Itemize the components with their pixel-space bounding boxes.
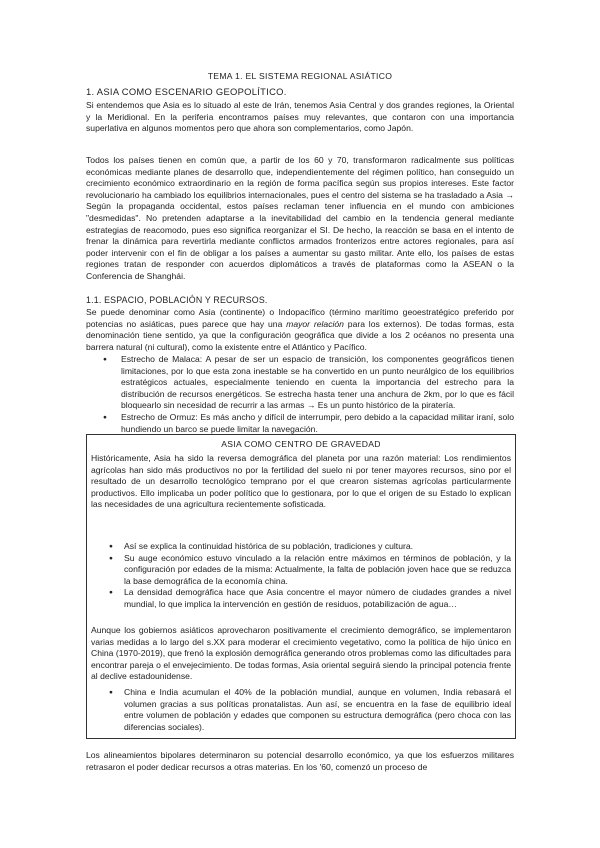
- document-title: TEMA 1. EL SISTEMA REGIONAL ASIÁTICO: [207, 71, 393, 81]
- indopacific-paragraph: [86, 307, 514, 353]
- list-item: ● Su auge económico estuvo vinculado a la relación entre máximos en términos de población, y la configuración por edades de la misma: Actualmente, la falta de población joven hace que se reduzca la base demográfica de la economía china.: [91, 553, 511, 588]
- box-bullets-demography: [91, 541, 511, 611]
- straits-list: [86, 354, 514, 435]
- box-history-paragraph: Históricamente, Asia ha sido la reversa demográfica del planeta por una razón material: Los rendimientos agrícolas han sido más productivos no por la fertilidad del suelo ni por tener mayores recursos, sino por el resultado de un desarrollo tecnológico temprano por el que crearon sistemas agrícolas particularmente productivos. Ello implicaba un poder político que lo gestionara, por lo que el origen de su Estado lo explican las necesidades de una agricultura recientemente sofisticada.: [91, 453, 511, 510]
- indopacific-emphasis: mayor relación: [286, 318, 344, 329]
- indopacific-text-a: Se puede denominar como Asia (continente) o Indopacífico (término marítimo geoestratégico preferido por potencias no asiáticas, pues parece que hay una: [86, 307, 514, 329]
- list-item: ● China e India acumulan el 40% de la población mundial, aunque en volumen, India rebasará el volumen gracias a sus políticas pronatalistas. Aun así, se encuentra en la fase de equilibrio ideal entre volumen de población y edades que componen su estructura demográfica (pero choca con las diferencias sociales).: [91, 687, 511, 733]
- list-item-ormuz: ● Estrecho de Ormuz: Es más ancho y difícil de interrumpir, pero debido a la capacidad militar iraní, solo hundiendo un barco se puede limitar la navegación.: [86, 412, 514, 435]
- gravity-center-box: [86, 434, 516, 739]
- countries-paragraph: Todos los países tienen en común que, a partir de los 60 y 70, transformaron radicalmente sus políticas económicas mediante planes de desarrollo que, independientemente del régimen político, han conseguido un crecimiento económico extraordinario en la región de forma pacífica según sus propios intereses. Este factor revolucionario ha cambiado los equilibrios internacionales, pues el centro del sistema se ha trasladado a Asia → Según la propaganda occidental, estos países reclaman tener influencia en el mundo con ambiciones "desmedidas". No pretenden adaptarse a la inevitabilidad del cambio en la tendencia general mediante estrategias de reacomodo, pues eso significa reorganizar el SI. De hecho, la reacción se basa en el intento de frenar la dinámica para revertirla mediante conflictos armados fronterizos entre actores regionales, para así poder intervenir con el fin de obligar a los países a aumentar su gasto militar. Ante ello, los países de estas regiones tratan de responder con acuerdos diplomáticos a través de plataformas como la ASEAN o la Conferencia de Shanghái.: [86, 155, 514, 281]
- intro-paragraph: Si entendemos que Asia es lo situado al este de Irán, tenemos Asia Central y dos grandes regiones, la Oriental y la Meridional. En la periferia encontramos países muy relevantes, que contaron con una importancia superlativa en algunos momentos pero que ahora son complementarios, como Japón.: [86, 100, 514, 134]
- list-item-malaca: ● Estrecho de Malaca: A pesar de ser un espacio de transición, los componentes geográficos tienen limitaciones, por lo que esta zona inestable se ha convertido en un punto neurálgico de los equilibrios estratégicos actuales, especialmente teniendo en cuenta la importancia del estrecho para la distribución de recursos energéticos. Se estrecha hasta tener una anchura de 2km, por lo que es fácil bloquearlo sin necesidad de recurrir a las armas → Es un punto histórico de la piratería.: [86, 354, 514, 412]
- closing-paragraph: Los alineamientos bipolares determinaron su potencial desarrollo económico, ya que los esfuerzos militares retrasaron el poder dedicar recursos a otras materias. En los '60, comenzó un proceso de: [86, 750, 514, 772]
- list-item: ● Así se explica la continuidad histórica de su población, tradiciones y cultura.: [91, 541, 511, 553]
- indopacific-text-b: para los externos). De todas formas, esta denominación tiene sentido, ya que la configuración geográfica que divide a los 2 océanos no presenta una barrera natural (ni cultural), como la existente entre el Atlántico y Pacífico.: [86, 318, 515, 352]
- box-title: ASIA COMO CENTRO DE GRAVEDAD: [221, 439, 381, 449]
- subsection-heading-espacio: 1.1. ESPACIO, POBLACIÓN Y RECURSOS.: [86, 295, 268, 305]
- section-heading-asia-escenario: 1. ASIA COMO ESCENARIO GEOPOLÍTICO.: [86, 86, 287, 97]
- box-bullets-population: [91, 687, 511, 733]
- box-policy-paragraph: Aunque los gobiernos asiáticos aprovecharon positivamente el crecimiento demográfico, se implementaron varias medidas a lo largo del s.XX para moderar el crecimiento vegetativo, como la política de hijo único en China (1970-2019), que frenó la explosión demográfica generando otros problemas como las dificultades para encontrar pareja o el envejecimiento. De todas formas, Asia oriental seguirá siendo la principal potencia frente al declive estadounidense.: [91, 625, 511, 682]
- list-item: ● La densidad demográfica hace que Asia concentre el mayor número de ciudades grandes a nivel mundial, lo que implica la intervención en gestión de residuos, potabilización de agua…: [91, 587, 511, 610]
